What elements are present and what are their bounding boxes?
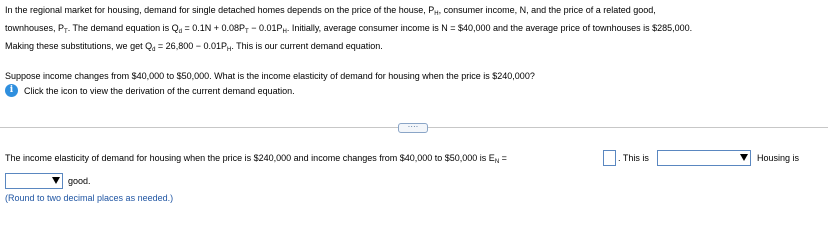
elasticity-type-dropdown[interactable]: [657, 150, 751, 166]
good-type-dropdown[interactable]: [5, 173, 63, 189]
problem-line-2: townhouses, $P_T$. The demand equation is $Q_d = 0.1N + 0.08P_T - 0.01P_H$. Initially, average consumer income is N = $40,000 and the average price of townhouses is $285,000.: [5, 23, 693, 35]
expand-button[interactable]: ····: [398, 123, 428, 133]
chevron-down-icon: [740, 154, 748, 161]
info-icon[interactable]: i: [5, 84, 18, 97]
round-note: (Round to two decimal places as needed.): [5, 193, 174, 203]
this-is-label: . This is: [618, 153, 649, 163]
good-label: good.: [68, 176, 91, 186]
elasticity-input[interactable]: [603, 150, 616, 166]
problem-line-3: Making these substitutions, we get $Q_d = 26,800 - 0.01P_H$. This is our current demand equation.: [5, 41, 383, 53]
problem-line-1: In the regional market for housing, demand for single detached homes depends on the price of the house, $P_H$, consumer income, N, and the price of a related good,: [5, 5, 656, 17]
housing-is-label: Housing is: [757, 153, 800, 163]
chevron-down-icon: [52, 177, 60, 184]
answer-sentence: The income elasticity of demand for housing when the price is $240,000 and income changes from $40,000 to $50,000 is $E_N$ =: [5, 153, 507, 165]
question-text: Suppose income changes from $40,000 to $50,000. What is the income elasticity of demand for housing when the price is $240,000?: [5, 71, 535, 81]
info-link-text[interactable]: Click the icon to view the derivation of the current demand equation.: [24, 86, 295, 96]
